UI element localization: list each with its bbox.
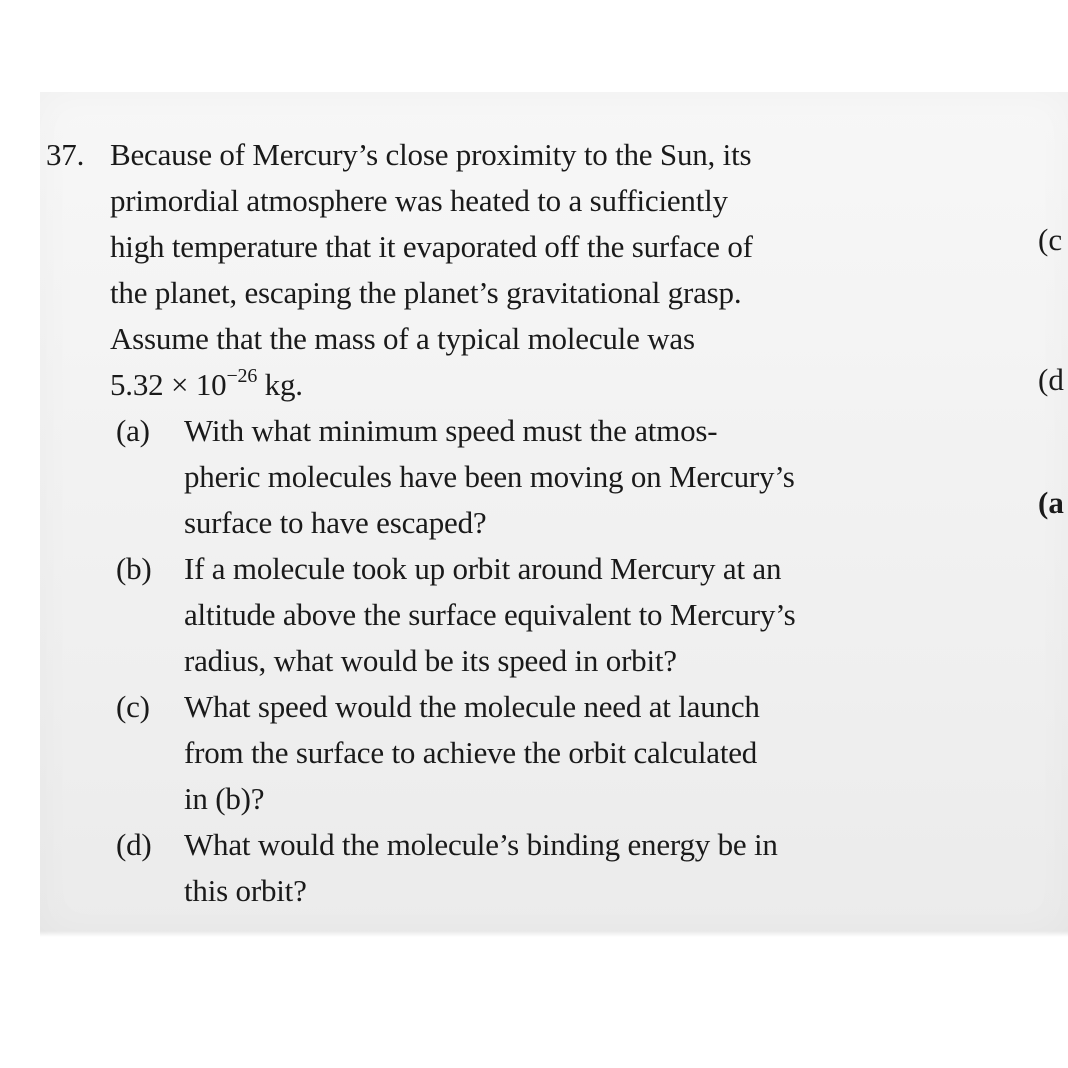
margin-label-d: (d [1038, 362, 1064, 397]
part-text [184, 546, 916, 684]
margin-label-a: (a [1038, 485, 1064, 520]
problem-number: 37. [46, 137, 85, 172]
part-a [116, 408, 916, 546]
part-line: altitude above the surface equivalent to Mercury’s [184, 597, 796, 632]
part-line: in (b)? [184, 781, 265, 816]
stem-line: high temperature that it evaporated off the surface of [110, 229, 753, 264]
part-label: (c) [116, 689, 150, 724]
margin-label-c: (c [1038, 222, 1063, 257]
mass-exponent: −26 [226, 365, 258, 387]
problem-parts [116, 408, 916, 914]
stem-line: Because of Mercury’s close proximity to the Sun, its [110, 137, 752, 172]
part-label: (d) [116, 827, 152, 862]
part-line: from the surface to achieve the orbit calculated [184, 735, 758, 770]
part-line: pheric molecules have been moving on Mercury’s [184, 459, 795, 494]
part-text [184, 822, 916, 914]
part-d [116, 822, 916, 914]
part-b [116, 546, 916, 684]
part-line: What speed would the molecule need at launch [184, 689, 760, 724]
stem-line: the planet, escaping the planet’s gravitational grasp. [110, 275, 742, 310]
part-line: radius, what would be its speed in orbit? [184, 643, 677, 678]
stem-line: Assume that the mass of a typical molecule was [110, 321, 695, 356]
part-text [184, 684, 916, 822]
part-line: this orbit? [184, 873, 307, 908]
part-label: (b) [116, 551, 152, 586]
part-line: With what minimum speed must the atmos- [184, 413, 718, 448]
mass-value: 5.32 × 10 [110, 367, 227, 402]
mass-unit: kg. [257, 367, 303, 402]
molecule-mass [110, 362, 910, 408]
part-c [116, 684, 916, 822]
problem-stem [110, 132, 910, 408]
part-line: If a molecule took up orbit around Mercury at an [184, 551, 782, 586]
stem-line: primordial atmosphere was heated to a sufficiently [110, 183, 728, 218]
part-label: (a) [116, 413, 150, 448]
part-text [184, 408, 916, 546]
part-line: surface to have escaped? [184, 505, 487, 540]
part-line: What would the molecule’s binding energy be in [184, 827, 778, 862]
